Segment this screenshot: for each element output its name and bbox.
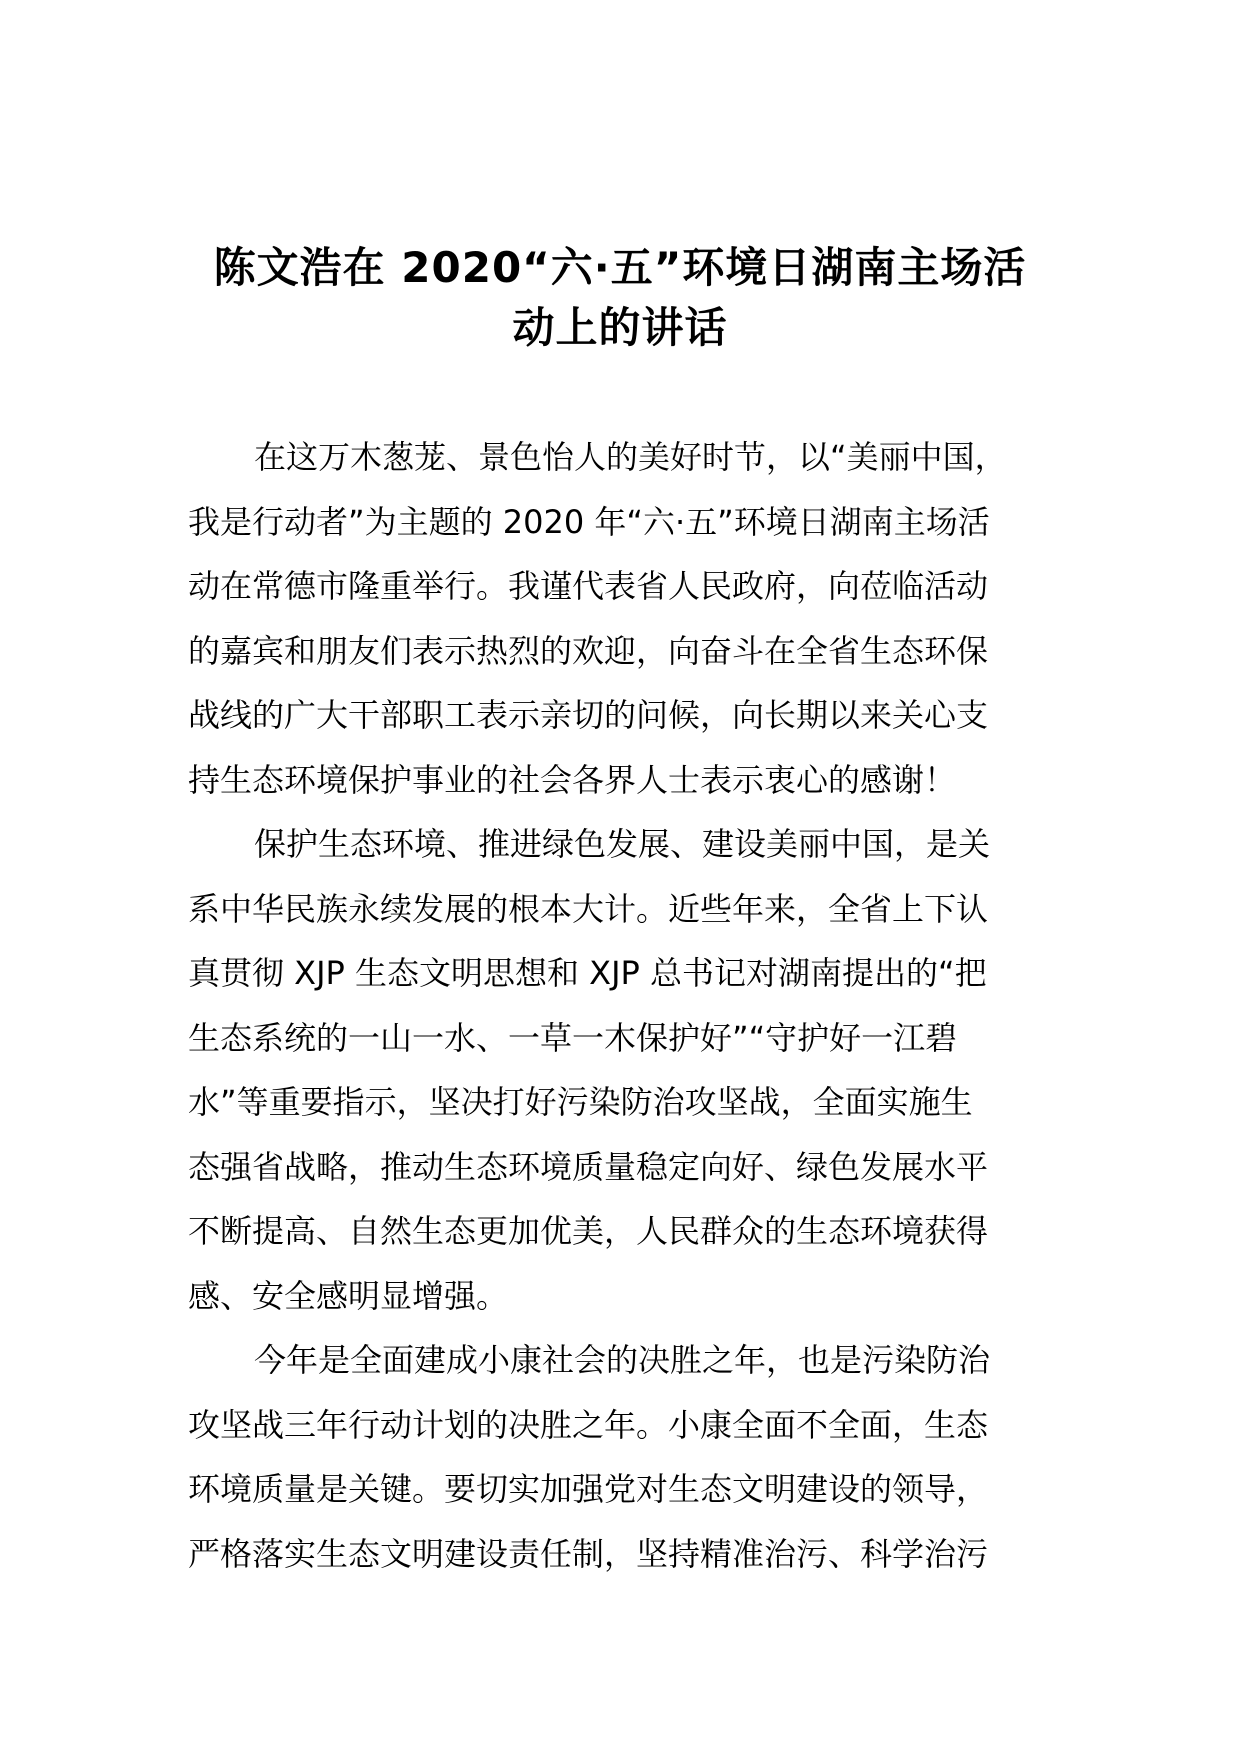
paragraph-line: 我是行动者”为主题的 2020 年“六·五”环境日湖南主场活 [188, 502, 990, 541]
paragraph-line: 在这万木葱茏、景色怡人的美好时节，以“美丽中国， [254, 438, 1007, 476]
title-line: 陈文浩在 2020“六·五”环境日湖南主场活 [213, 243, 1027, 292]
paragraph-line: 环境质量是关键。要切实加强党对生态文明建设的领导， [188, 1470, 989, 1508]
paragraph-line: 的嘉宾和朋友们表示热烈的欢迎，向奋斗在全省生态环保 [188, 631, 989, 670]
paragraph-line: 保护生态环境、推进绿色发展、建设美丽中国，是关 [254, 825, 991, 863]
paragraph-line: 感、安全感明显增强。 [188, 1276, 509, 1315]
paragraph-line: 生态系统的一山一水、一草一木保护好”“守护好一江碧 [188, 1018, 958, 1057]
paragraph-line: 今年是全面建成小康社会的决胜之年，也是污染防治 [254, 1341, 991, 1379]
paragraph [188, 812, 1070, 1328]
paragraph-line: 不断提高、自然生态更加优美，人民群众的生态环境获得 [188, 1212, 989, 1250]
paragraph-line: 系中华民族永续发展的根本大计。近些年来，全省上下认 [188, 889, 989, 928]
document-body [188, 425, 1070, 1586]
paragraph-line: 真贯彻 XJP 生态文明思想和 XJP 总书记对湖南提出的“把 [188, 954, 987, 992]
paragraph [188, 425, 1070, 812]
paragraph-line: 战线的广大干部职工表示亲切的问候，向长期以来关心支 [188, 696, 989, 734]
paragraph-line: 持生态环境保护事业的社会各界人士表示衷心的感谢！ [188, 760, 957, 799]
paragraph-line: 严格落实生态文明建设责任制，坚持精准治污、科学治污 [188, 1534, 989, 1573]
paragraph-line: 态强省战略，推动生态环境质量稳定向好、绿色发展水平 [188, 1147, 989, 1186]
title-line: 动上的讲话 [512, 303, 728, 352]
paragraph-line: 动在常德市隆重举行。我谨代表省人民政府，向莅临活动 [188, 567, 989, 605]
document-title [150, 238, 1090, 358]
paragraph-line: 攻坚战三年行动计划的决胜之年。小康全面不全面，生态 [188, 1405, 989, 1444]
paragraph [188, 1328, 1070, 1586]
paragraph-line: 水”等重要指示，坚决打好污染防治攻坚战，全面实施生 [188, 1083, 973, 1121]
